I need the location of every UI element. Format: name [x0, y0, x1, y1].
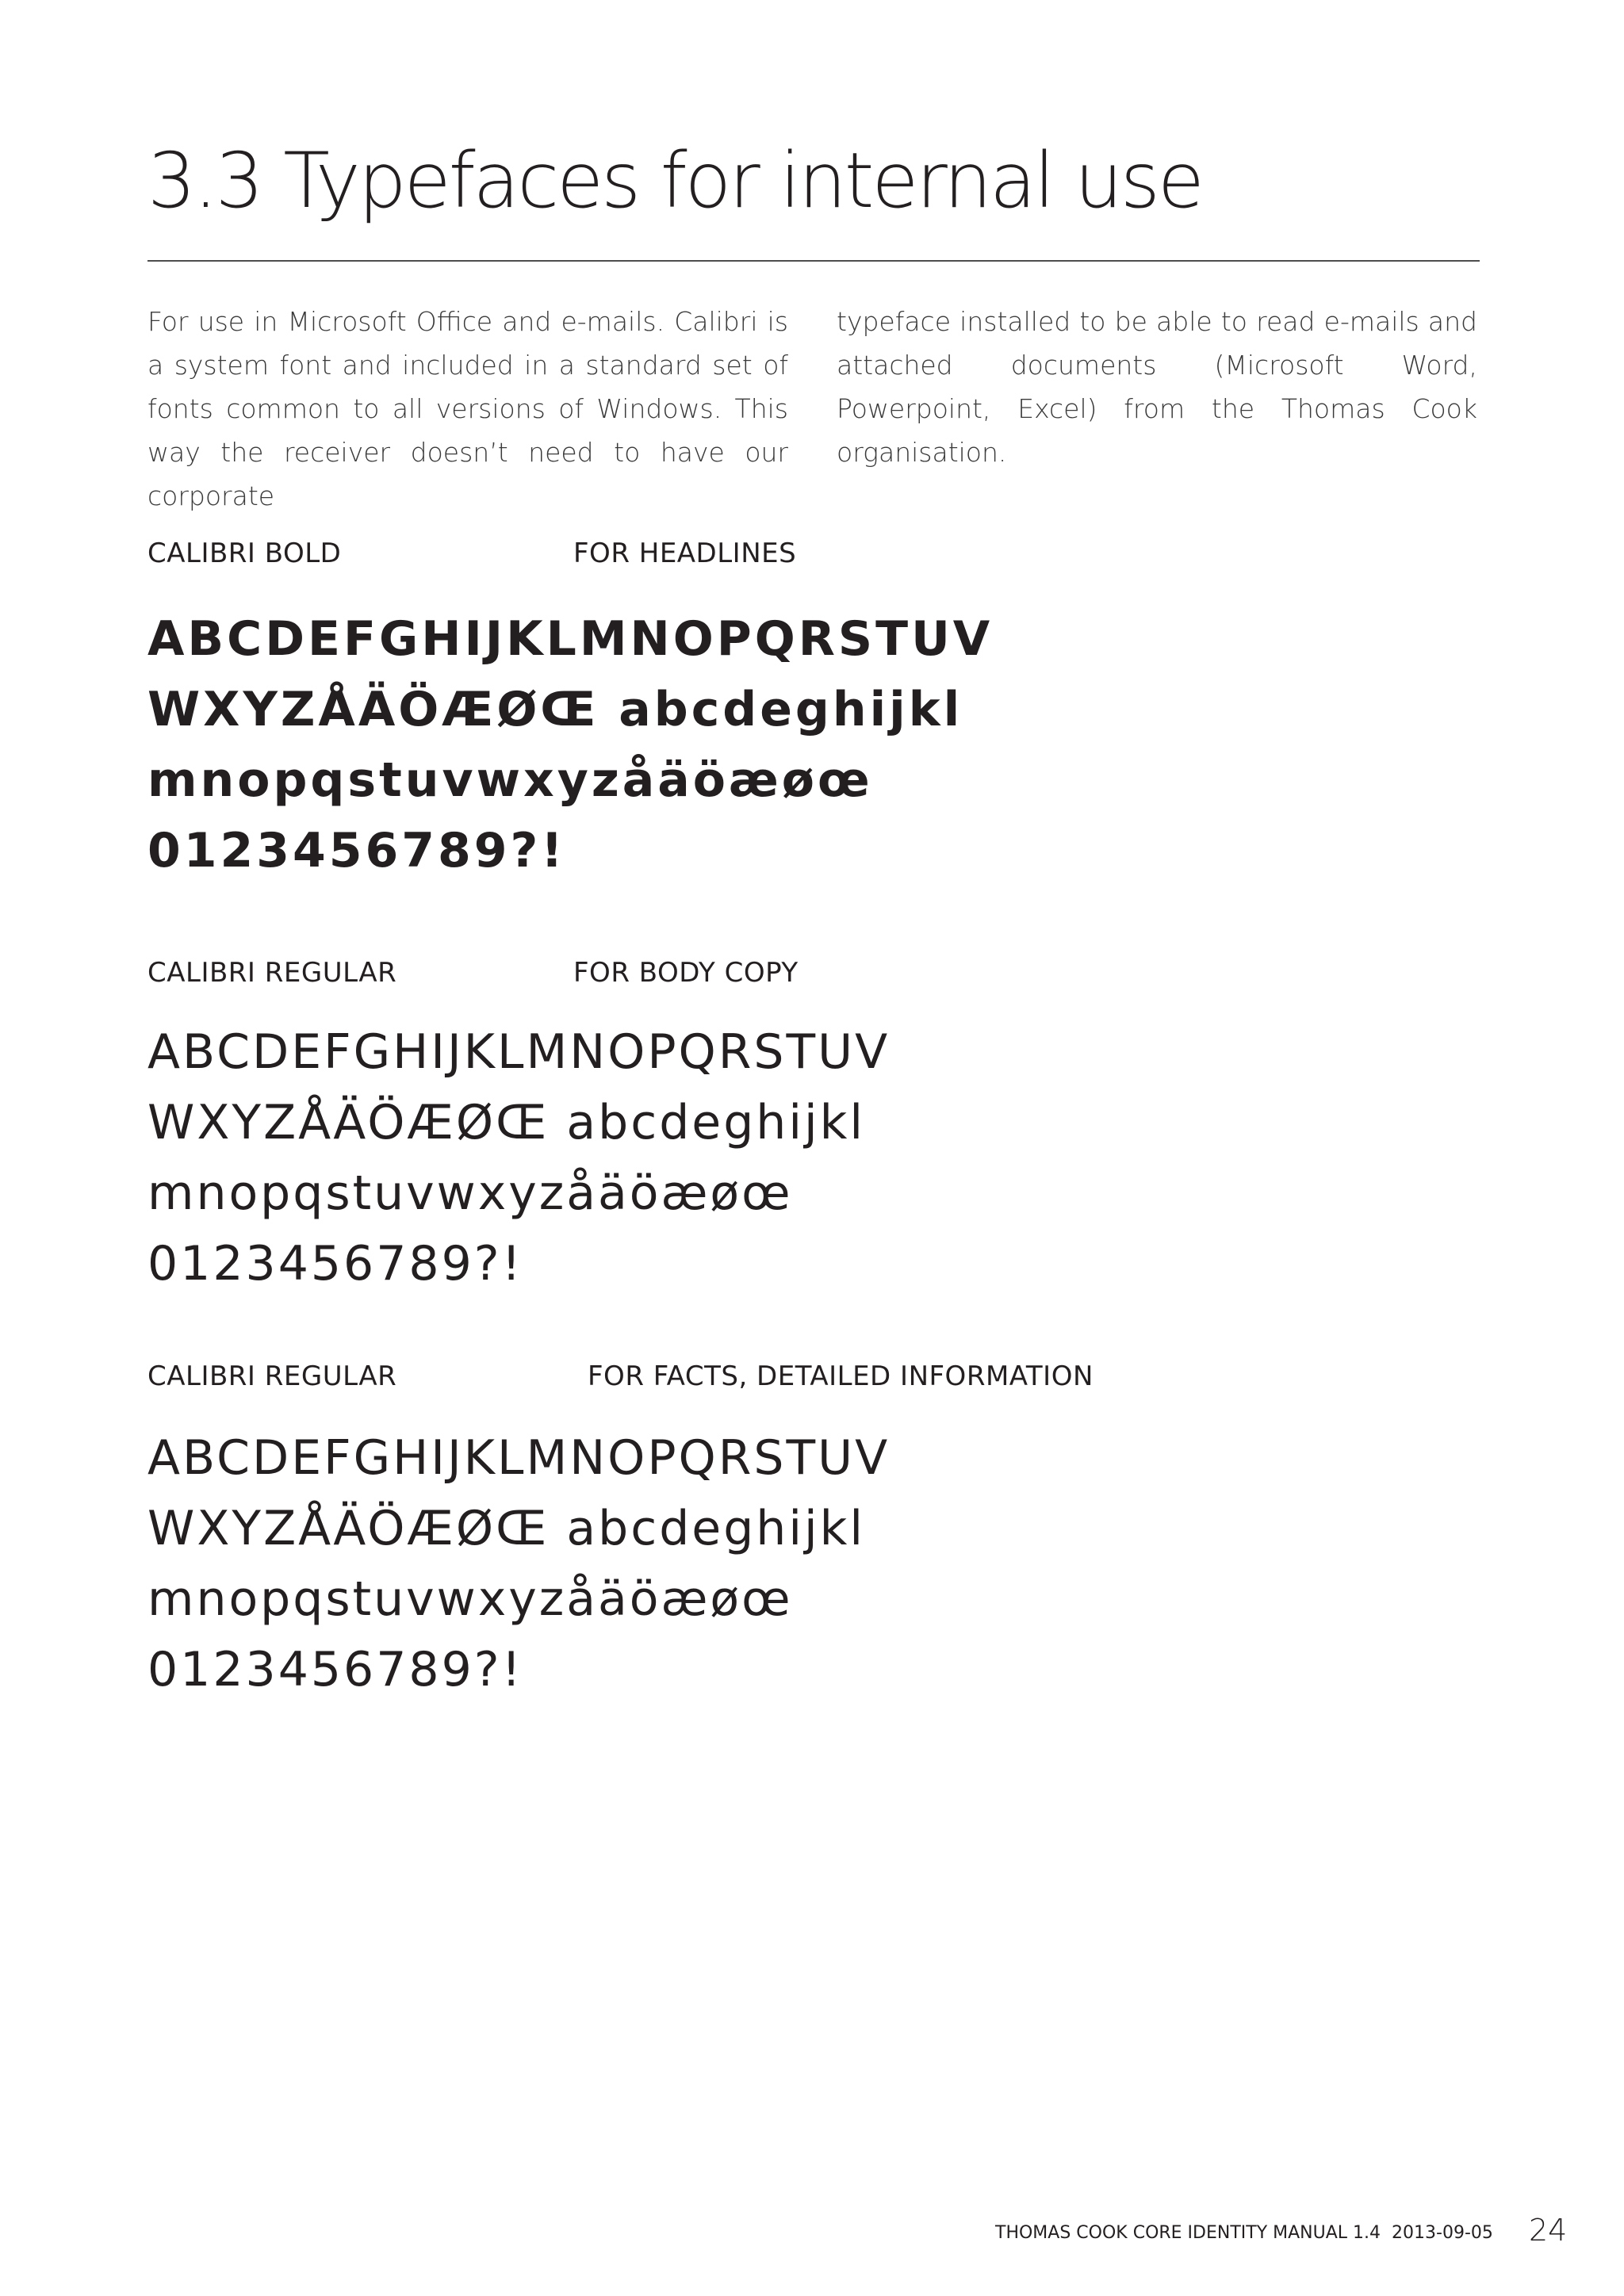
specimen-line: ABCDEFGHIJKLMNOPQRSTUV: [147, 1024, 891, 1080]
title-divider: [147, 260, 1480, 262]
specimen-line: WXYZÅÄÖÆØŒ abcdeghijkl: [147, 1501, 866, 1556]
footer-date: 2013-09-05: [1392, 2223, 1493, 2243]
specimen-font-label: CALIBRI BOLD: [147, 538, 342, 569]
specimen-line: mnopqstuvwxyzåäöæøœ: [147, 1165, 793, 1221]
specimen-line: mnopqstuvwxyzåäöæøœ: [147, 1571, 793, 1627]
intro-text-left: For use in Microsoft Office and e-mails. Calibri is a system font and included in a standard set of fonts common to all versions of Windows. This way the receiver doesn’t need to have our corporate: [147, 306, 788, 511]
specimen-line: WXYZÅÄÖÆØŒ abcdeghijkl: [147, 1095, 866, 1150]
specimen-line: 0123456789?!: [147, 1236, 523, 1292]
specimen-line: 0123456789?!: [147, 1642, 523, 1697]
footer: [995, 2221, 1493, 2245]
specimen-regular-sample: [147, 1423, 890, 1705]
specimen-usage-label: FOR BODY COPY: [573, 957, 799, 989]
specimen-line: ABCDEFGHIJKLMNOPQRSTUV: [147, 1430, 891, 1486]
page-title: 3.3 Typefaces for internal use: [147, 136, 1202, 225]
specimen-bold-sample: [147, 604, 993, 886]
specimen-line: 0123456789?!: [147, 823, 566, 878]
footer-manual-title: THOMAS COOK CORE IDENTITY MANUAL 1.4: [995, 2223, 1381, 2243]
specimen-usage-label: FOR FACTS, DETAILED INFORMATION: [588, 1360, 1094, 1392]
intro-text-right: typeface installed to be able to read e-mails and attached documents (Microsoft Word, Powerpoint, Excel) from the Thomas Cook organisation.: [837, 306, 1477, 468]
page-number: 24: [1529, 2213, 1568, 2248]
specimen-font-label: CALIBRI REGULAR: [147, 957, 397, 989]
specimen-font-label: CALIBRI REGULAR: [147, 1360, 397, 1392]
specimen-line: WXYZÅÄÖÆØŒ abcdeghijkl: [147, 682, 963, 737]
specimen-regular-sample: [147, 1017, 890, 1299]
specimen-line: mnopqstuvwxyzåäöæøœ: [147, 752, 873, 808]
specimen-usage-label: FOR HEADLINES: [573, 538, 797, 569]
specimen-line: ABCDEFGHIJKLMNOPQRSTUV: [147, 611, 994, 667]
